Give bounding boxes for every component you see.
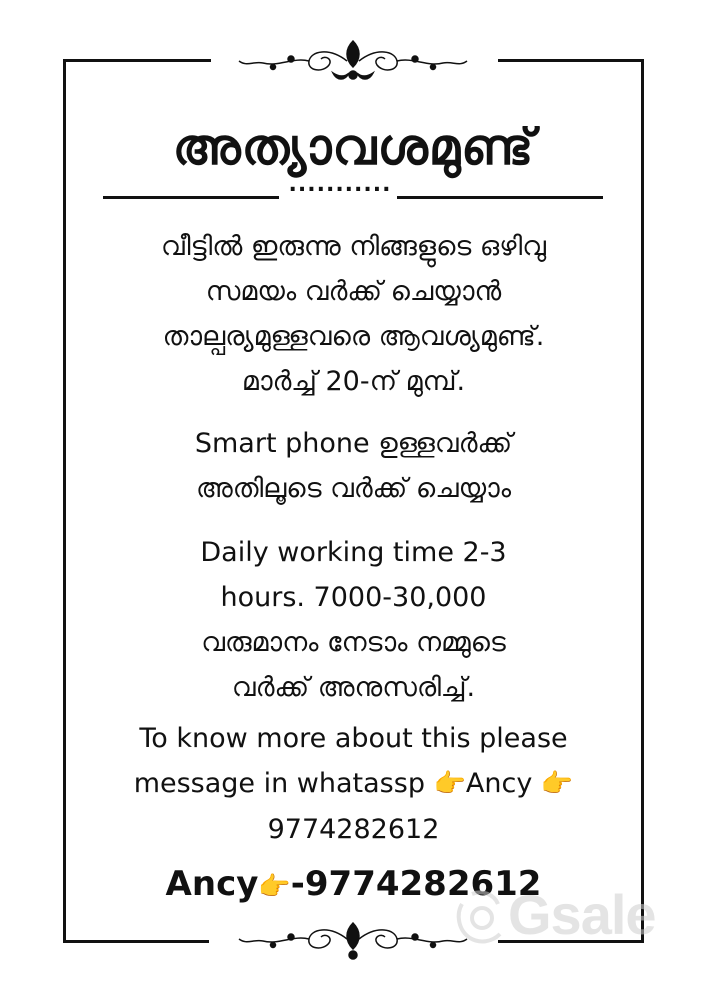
phone-number: 9774282612 — [267, 814, 440, 845]
text-line: താല്പര്യമുള്ളവരെ ആവശ്യമുണ്ട്. — [162, 321, 545, 352]
gsale-watermark — [452, 880, 672, 960]
frame-top-left — [65, 59, 211, 62]
footer-phone: -9774282612 — [290, 864, 542, 904]
watermark-logo-icon — [452, 884, 508, 954]
pointing-hand-icon: 👉 — [258, 872, 291, 902]
text-line: To know more about this please — [139, 723, 568, 754]
poster-title: അത്യാവശമുണ്ട് — [172, 118, 535, 176]
watermark-text: Gsale — [508, 883, 656, 946]
text-line: അതിലൂടെ വർക്ക് ചെയ്യാം — [195, 473, 512, 504]
contact-name: Ancy — [465, 768, 541, 799]
footer-name: Ancy — [165, 864, 259, 904]
text-line: വരുമാനം നേടാം നമ്മുടെ — [201, 627, 506, 658]
text-segment: message in whatassp — [133, 768, 434, 799]
text-line: hours. 7000-30,000 — [220, 582, 487, 613]
text-line: മാർച്ച് 20-ന് മുമ്പ്. — [241, 366, 466, 397]
top-ornament-icon — [233, 37, 473, 83]
pointing-hand-icon: 👉 — [433, 769, 466, 799]
title-divider — [103, 172, 603, 200]
frame-top-right — [498, 59, 643, 62]
divider-left-line — [103, 196, 279, 199]
divider-right-line — [397, 196, 603, 199]
bottom-ornament-icon — [233, 917, 473, 963]
frame-bottom-left — [63, 940, 209, 943]
paragraph-working-time — [65, 530, 642, 710]
text-line: Smart phone ഉള്ളവർക്ക് — [194, 428, 513, 459]
paragraph-contact — [65, 716, 642, 852]
divider-dots: ........... — [288, 172, 392, 197]
paragraph-work-from-home — [65, 224, 642, 404]
text-line — [65, 761, 642, 807]
paragraph-smart-phone — [65, 421, 642, 511]
pointing-hand-icon: 👉 — [540, 769, 574, 799]
text-line: Daily working time 2-3 — [200, 537, 507, 568]
text-line: സമയം വർക്ക് ചെയ്യാൻ — [205, 276, 502, 307]
text-line: വർക്ക് അനുസരിച്ച്. — [231, 672, 476, 703]
text-line: വീട്ടിൽ ഇരുന്നു നിങ്ങളുടെ ഒഴിവു — [161, 231, 546, 262]
